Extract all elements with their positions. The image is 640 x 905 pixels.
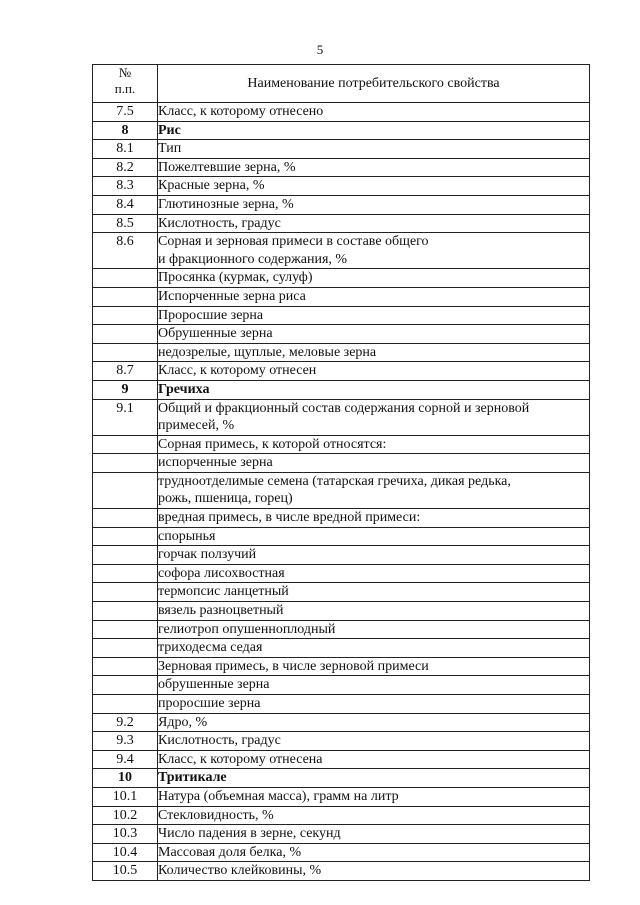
row-number <box>93 269 158 288</box>
property-name-line: Натура (объемная масса), грамм на литр <box>158 788 399 804</box>
row-number: 9.3 <box>93 732 158 751</box>
row-number: 9 <box>93 380 158 399</box>
row-property-name <box>158 676 590 695</box>
row-number <box>93 546 158 565</box>
table-row <box>93 843 590 862</box>
row-property-name <box>158 639 590 658</box>
table-row <box>93 233 590 269</box>
table-header-row <box>93 65 590 103</box>
section-row <box>93 121 590 140</box>
row-property-name <box>158 862 590 881</box>
table-row <box>93 472 590 508</box>
row-number: 8.5 <box>93 214 158 233</box>
row-property-name <box>158 806 590 825</box>
property-name-line: Тип <box>158 141 182 157</box>
property-name-line: рожь, пшеница, горец) <box>158 491 293 507</box>
row-number: 8.3 <box>93 177 158 196</box>
page-number: 5 <box>316 42 324 57</box>
row-property-name <box>158 177 590 196</box>
property-name-line: Стекловидность, % <box>158 807 274 823</box>
property-name-line: горчак ползучий <box>158 547 257 563</box>
row-number: 8.4 <box>93 195 158 214</box>
table-row <box>93 140 590 159</box>
table-row <box>93 806 590 825</box>
row-property-name <box>158 399 590 435</box>
row-number <box>93 527 158 546</box>
row-number <box>93 435 158 454</box>
property-name-line: Гречиха <box>158 381 210 397</box>
table-row <box>93 399 590 435</box>
table-row <box>93 695 590 714</box>
row-number: 8.1 <box>93 140 158 159</box>
row-number: 9.2 <box>93 713 158 732</box>
property-name-line: Число падения в зерне, секунд <box>158 826 341 842</box>
table-row <box>93 620 590 639</box>
row-number <box>93 306 158 325</box>
row-property-name <box>158 140 590 159</box>
property-name-line: Класс, к которому отнесен <box>158 363 317 379</box>
row-property-name <box>158 435 590 454</box>
row-number: 10 <box>93 769 158 788</box>
table-row <box>93 362 590 381</box>
property-name-line: Сорная примесь, к которой относятся: <box>158 436 387 452</box>
table-row <box>93 862 590 881</box>
property-name-line: примесей, % <box>158 418 235 434</box>
row-property-name <box>158 103 590 122</box>
row-number: 10.4 <box>93 843 158 862</box>
row-number <box>93 657 158 676</box>
row-property-name <box>158 343 590 362</box>
table-row <box>93 306 590 325</box>
property-name-line: Класс, к которому отнесена <box>158 751 323 767</box>
row-property-name <box>158 269 590 288</box>
table-row <box>93 825 590 844</box>
header-number-abbrev: п.п. <box>114 81 136 96</box>
row-property-name <box>158 713 590 732</box>
row-number: 8.7 <box>93 362 158 381</box>
table-row <box>93 269 590 288</box>
property-name-line: Кислотность, градус <box>158 215 281 231</box>
property-name-line: триходесма седая <box>158 640 263 656</box>
row-number: 8 <box>93 121 158 140</box>
property-name-line: вредная примесь, в числе вредной примеси: <box>158 510 421 526</box>
row-property-name <box>158 233 590 269</box>
table-row <box>93 287 590 306</box>
row-number: 10.1 <box>93 787 158 806</box>
row-number: 10.5 <box>93 862 158 881</box>
row-property-name <box>158 620 590 639</box>
table-row <box>93 787 590 806</box>
table-row <box>93 602 590 621</box>
row-number <box>93 639 158 658</box>
property-name-line: Красные зерна, % <box>158 178 265 194</box>
row-number: 9.4 <box>93 750 158 769</box>
table-row <box>93 732 590 751</box>
table-row <box>93 158 590 177</box>
property-name-line: Количество клейковины, % <box>158 863 322 879</box>
row-number <box>93 509 158 528</box>
property-name-line: Пожелтевшие зерна, % <box>158 159 296 175</box>
section-row <box>93 380 590 399</box>
property-name-line: Зерновая примесь, в числе зерновой примеси <box>158 658 429 674</box>
property-name-line: гелиотроп опушенноплодный <box>158 621 336 637</box>
table-row <box>93 546 590 565</box>
property-name-line: Массовая доля белка, % <box>158 844 302 860</box>
table-row <box>93 564 590 583</box>
table-row <box>93 750 590 769</box>
property-name-line: Обрушенные зерна <box>158 326 273 342</box>
row-number: 7.5 <box>93 103 158 122</box>
row-property-name <box>158 695 590 714</box>
property-name-line: Сорная и зерновая примеси в составе общего <box>158 234 429 250</box>
row-property-name <box>158 657 590 676</box>
property-name-line: софора лисохвостная <box>158 565 285 581</box>
row-property-name <box>158 121 590 140</box>
table-row <box>93 325 590 344</box>
table-row <box>93 177 590 196</box>
table-row <box>93 214 590 233</box>
table-row <box>93 509 590 528</box>
row-number: 10.2 <box>93 806 158 825</box>
header-name-column: Наименование потребительского свойства <box>158 65 590 103</box>
row-number <box>93 287 158 306</box>
row-property-name <box>158 306 590 325</box>
row-property-name <box>158 325 590 344</box>
property-name-line: Глютинозные зерна, % <box>158 196 294 212</box>
property-name-line: Проросшие зерна <box>158 307 264 323</box>
table-row <box>93 583 590 602</box>
header-number-symbol: № <box>118 65 132 80</box>
property-name-line: спорынья <box>158 528 216 544</box>
row-property-name <box>158 825 590 844</box>
row-property-name <box>158 158 590 177</box>
row-property-name <box>158 546 590 565</box>
row-property-name <box>158 362 590 381</box>
property-name-line: термопсис ланцетный <box>158 584 289 600</box>
property-name-line: Просянка (курмак, сулуф) <box>158 270 313 286</box>
row-property-name <box>158 564 590 583</box>
table-row <box>93 195 590 214</box>
property-name-line: проросшие зерна <box>158 696 261 711</box>
table-row <box>93 435 590 454</box>
row-property-name <box>158 843 590 862</box>
row-number <box>93 676 158 695</box>
property-name-line: вязель разноцветный <box>158 603 284 619</box>
properties-table <box>92 64 590 881</box>
row-property-name <box>158 787 590 806</box>
property-name-line: недозрелые, щуплые, меловые зерна <box>158 344 377 360</box>
property-name-line: обрушенные зерна <box>158 677 270 693</box>
property-name-line: и фракционного содержания, % <box>158 251 348 267</box>
row-property-name <box>158 583 590 602</box>
table-row <box>93 676 590 695</box>
property-name-line: Тритикале <box>158 770 227 786</box>
row-property-name <box>158 380 590 399</box>
row-property-name <box>158 454 590 473</box>
property-name-line: Рис <box>158 122 181 138</box>
property-name-line: Испорченные зерна риса <box>158 288 306 304</box>
row-property-name <box>158 195 590 214</box>
property-name-line: испорченные зерна <box>158 455 273 471</box>
row-property-name <box>158 769 590 788</box>
row-number: 8.2 <box>93 158 158 177</box>
table-row <box>93 657 590 676</box>
row-number <box>93 454 158 473</box>
section-row <box>93 769 590 788</box>
row-number: 10.3 <box>93 825 158 844</box>
row-number: 8.6 <box>93 233 158 269</box>
row-number <box>93 620 158 639</box>
row-property-name <box>158 527 590 546</box>
row-number: 9.1 <box>93 399 158 435</box>
row-property-name <box>158 287 590 306</box>
table-row <box>93 454 590 473</box>
row-property-name <box>158 472 590 508</box>
row-number <box>93 602 158 621</box>
row-number <box>93 564 158 583</box>
property-name-line: Кислотность, градус <box>158 733 281 749</box>
row-property-name <box>158 509 590 528</box>
row-property-name <box>158 732 590 751</box>
header-number-column <box>93 65 158 103</box>
property-name-line: Ядро, % <box>158 714 208 730</box>
table-row <box>93 639 590 658</box>
row-property-name <box>158 214 590 233</box>
property-name-line: Общий и фракционный состав содержания сорной и зерновой <box>158 400 530 416</box>
table-row <box>93 527 590 546</box>
table-row <box>93 103 590 122</box>
property-name-line: Класс, к которому отнесено <box>158 104 324 119</box>
row-number <box>93 583 158 602</box>
table-row <box>93 343 590 362</box>
row-number <box>93 472 158 508</box>
property-name-line: трудноотделимые семена (татарская гречиха, дикая редька, <box>158 473 511 489</box>
table-row <box>93 713 590 732</box>
table-body <box>93 103 590 881</box>
row-property-name <box>158 602 590 621</box>
row-number <box>93 343 158 362</box>
row-property-name <box>158 750 590 769</box>
row-number <box>93 325 158 344</box>
row-number <box>93 695 158 714</box>
